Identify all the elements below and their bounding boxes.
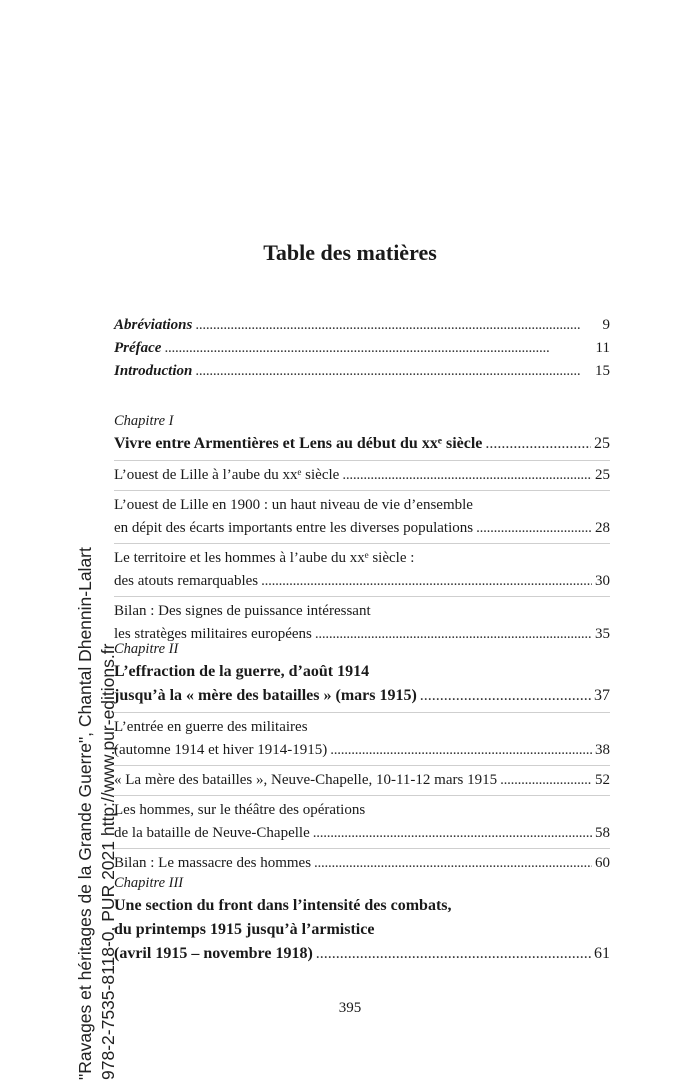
chapter-page: 25: [594, 435, 610, 452]
page-number: 395: [338, 1000, 362, 1016]
entry-line: en dépit des écarts importants entre les diverses populations: [114, 520, 474, 536]
entry-line: Bilan : Le massacre des hommes: [114, 855, 312, 871]
chapter-label: Chapitre I: [114, 413, 174, 429]
dot-leader: [485, 432, 591, 456]
entry-line: L’ouest de Lille à l’aube du xxᵉ siècle: [114, 467, 340, 483]
entry-page: 52: [595, 772, 610, 788]
toc-entry-introduction[interactable]: [114, 360, 610, 383]
entry-line: Bilan : Des signes de puissance intéressant: [114, 603, 371, 619]
entry-line: L’entrée en guerre des militaires: [114, 719, 308, 735]
chapter-label: Chapitre II: [114, 641, 179, 657]
dot-leader: [195, 360, 592, 383]
page-title: Table des matières: [263, 240, 437, 265]
chapter-title-line: Vivre entre Armentières et Lens au début du xxᵉ siècle: [114, 435, 483, 452]
entry-page: 28: [595, 520, 610, 536]
chapter-title[interactable]: [114, 432, 610, 456]
dot-leader: [164, 337, 592, 360]
chapter-title-line: jusqu’à la « mère des batailles » (mars 1915): [114, 687, 417, 704]
chapter-title-line: L’effraction de la guerre, d’août 1914: [114, 663, 370, 680]
dot-leader: [316, 942, 591, 966]
entry-line: Le territoire et les hommes à l’aube du xxᵉ siècle :: [114, 550, 415, 566]
entry-page: 58: [595, 825, 610, 841]
entry-line: « La mère des batailles », Neuve-Chapelle, 10-11-12 mars 1915: [114, 772, 498, 788]
toc-entry[interactable]: [114, 766, 610, 795]
entry-page: 35: [595, 626, 610, 642]
chapter-title-line: du printemps 1915 jusqu’à l’armistice: [114, 921, 375, 938]
entry-line: les stratèges militaires européens: [114, 626, 312, 642]
entry-label: Introduction: [114, 363, 193, 379]
toc-entry-abreviations[interactable]: [114, 314, 610, 337]
copyright-side-note: [74, 547, 120, 1080]
dot-leader: [195, 314, 599, 337]
toc-entry[interactable]: [114, 461, 610, 490]
front-matter: [114, 314, 610, 383]
chapter-page: 37: [594, 687, 610, 704]
entry-line: des atouts remarquables: [114, 573, 259, 589]
entry-page: 30: [595, 573, 610, 589]
dot-leader: [476, 517, 592, 540]
entry-label: Abréviations: [114, 317, 193, 333]
toc-entry[interactable]: [114, 796, 610, 848]
entry-page: 9: [602, 317, 610, 333]
entry-page: 15: [595, 363, 610, 379]
entry-line: Les hommes, sur le théâtre des opérations: [114, 802, 366, 818]
chapter-1: [114, 410, 610, 649]
entry-page: 25: [595, 467, 610, 483]
entry-line: (automne 1914 et hiver 1914-1915): [114, 742, 328, 758]
dot-leader: [420, 684, 591, 708]
entry-label: Préface: [114, 340, 162, 356]
dot-leader: [261, 570, 592, 593]
toc-entry[interactable]: [114, 491, 610, 543]
toc-entry[interactable]: [114, 713, 610, 765]
entry-page: 38: [595, 742, 610, 758]
chapter-3: [114, 872, 610, 966]
entry-line: L’ouest de Lille en 1900 : un haut niveau de vie d’ensemble: [114, 497, 473, 513]
chapter-title[interactable]: [114, 894, 610, 966]
side-note-line: 978-2-7535-8118-0, PUR 2021 http://www.pur-editions.fr: [98, 643, 118, 1080]
chapter-page: 61: [594, 945, 610, 962]
chapter-label: Chapitre III: [114, 875, 184, 891]
dot-leader: [330, 739, 592, 762]
chapter-title-line: (avril 1915 – novembre 1918): [114, 945, 313, 962]
chapter-title[interactable]: [114, 660, 610, 712]
dot-leader: [313, 822, 592, 845]
entry-line: de la bataille de Neuve-Chapelle: [114, 825, 310, 841]
toc-entry[interactable]: [114, 544, 610, 596]
chapter-title-line: Une section du front dans l’intensité des combats,: [114, 897, 452, 914]
chapter-2: [114, 638, 610, 878]
entry-page: 60: [595, 855, 610, 871]
side-note-line: "Ravages et héritages de la Grande Guerre", Chantal Dhennin-Lalart: [75, 547, 95, 1080]
toc-entry-preface[interactable]: [114, 337, 610, 360]
dot-leader: [500, 769, 592, 792]
entry-page: 11: [595, 340, 610, 356]
dot-leader: [342, 464, 592, 487]
